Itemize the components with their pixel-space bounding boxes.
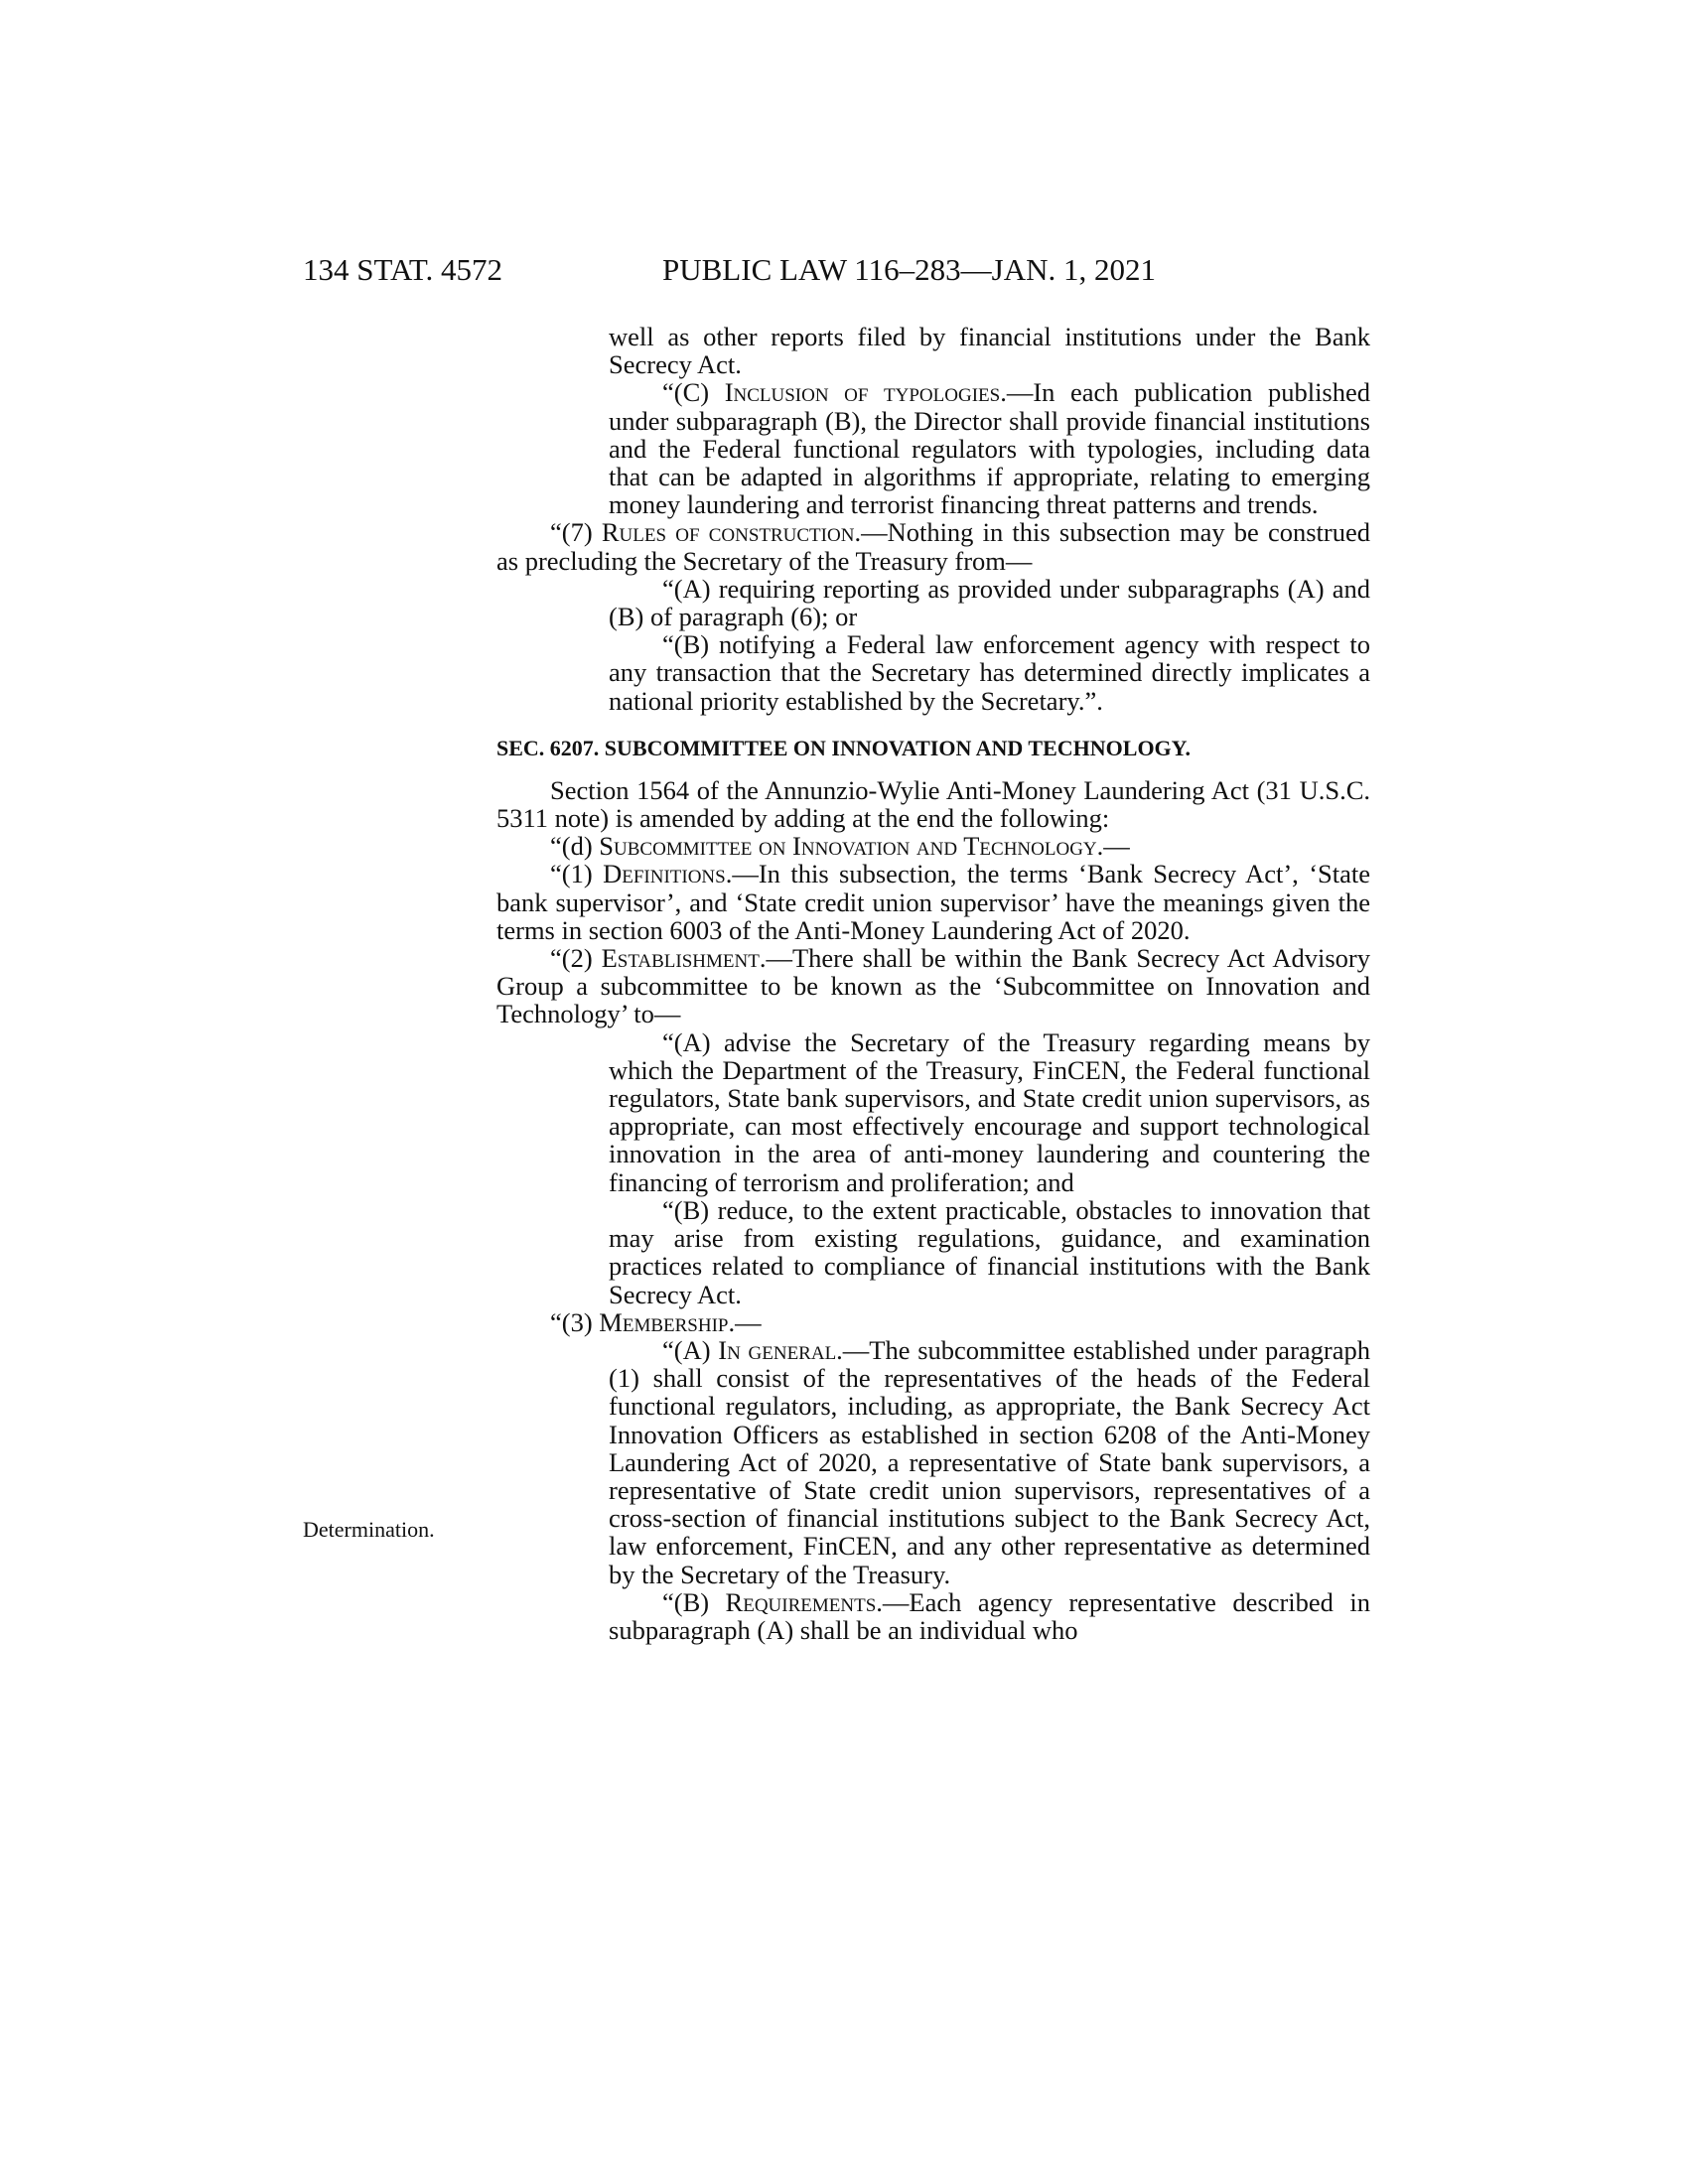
paragraph-heading: Membership xyxy=(599,1306,729,1337)
subparagraph-heading: Inclusion of typologies xyxy=(724,377,1001,408)
running-head: PUBLIC LAW 116–283—JAN. 1, 2021 xyxy=(662,252,1156,287)
subparagraph-b: “(B) Requirements.—Each agency representative described in subparagraph (A) shall be an individual who xyxy=(609,1586,1370,1645)
paragraph-heading: Definitions xyxy=(603,859,726,889)
subparagraph-heading: Requirements xyxy=(725,1586,877,1617)
subparagraph-a: “(A) requiring reporting as provided under subparagraphs (A) and (B) of paragraph (6); or xyxy=(609,573,1370,632)
paragraph-heading: Rules of construction xyxy=(601,517,855,548)
subparagraph-a: “(A) In general.—The subcommittee established under paragraph (1) shall consist of the representatives of the heads of the Federal functional regulators, including, as appropriate, the Bank Secrecy Act Innovation Officers as established in section 6208 of the Anti-Money Laundering Act of 2020, a representative of State bank supervisors, a representative of State credit union supervisors, representatives of a cross-section of financial institutions subject to the Bank Secrecy Act, law enforcement, FinCEN, and any other representative as determined by the Secretary of the Treasury. xyxy=(609,1334,1370,1589)
paragraph-2: “(2) Establishment.—There shall be within the Bank Secrecy Act Advisory Group a subcommittee to be known as the ‘Subcommittee on Innovation and Technology’ to— xyxy=(496,943,1370,1029)
paragraph-3: “(3) Membership.— xyxy=(550,1306,762,1337)
document-body xyxy=(496,323,1370,1644)
subsection-heading: Subcommittee on Innovation and Technology xyxy=(599,831,1097,862)
subparagraph-c: “(C) Inclusion of typologies.—In each publication published under subparagraph (B), the Director shall provide financial institutions and the Federal functional regulators with typologies, including data that can be adapted in algorithms if appropriate, relating to emerging money laundering and terrorist financing threat patterns and trends. xyxy=(609,377,1371,520)
subparagraph-heading: In general xyxy=(718,1334,837,1365)
statute-page-number: 134 STAT. 4572 xyxy=(303,252,503,287)
paragraph-1: “(1) Definitions.—In this subsection, the terms ‘Bank Secrecy Act’, ‘State bank supervisor’, and ‘State credit union supervisor’ have the meanings given the terms in section 6003 of the Anti-Money Laundering Act of 2020. xyxy=(496,859,1371,945)
subparagraph-a: “(A) advise the Secretary of the Treasury regarding means by which the Department of the Treasury, FinCEN, the Federal functional regulators, State bank supervisors, and State credit union supervisors, as appropriate, can most effectively encourage and support technological innovation in the area of anti-money laundering and countering the financing of terrorism and proliferation; and xyxy=(609,1026,1370,1197)
paragraph-heading: Establishment xyxy=(601,943,760,974)
paragraph-continuation: well as other reports filed by financial institutions under the Bank Secrecy Act. xyxy=(609,322,1370,380)
subparagraph-b: “(B) reduce, to the extent practicable, obstacles to innovation that may arise from existing regulations, guidance, and examination practices related to compliance of financial institutions with the Bank Secrecy Act. xyxy=(609,1194,1370,1309)
margin-note: Determination. xyxy=(303,1517,435,1542)
subparagraph-b: “(B) notifying a Federal law enforcement agency with respect to any transaction that the Secretary has determined directly implicates a national priority established by the Secretary.”. xyxy=(609,629,1370,716)
page-header xyxy=(303,250,1370,290)
section-intro: Section 1564 of the Annunzio-Wylie Anti-Money Laundering Act (31 U.S.C. 5311 note) is amended by adding at the end the following: xyxy=(496,774,1370,834)
section-heading: SEC. 6207. SUBCOMMITTEE ON INNOVATION AND TECHNOLOGY. xyxy=(496,735,1192,760)
subsection-d: “(d) Subcommittee on Innovation and Technology.— xyxy=(550,831,1130,862)
paragraph-7: “(7) Rules of construction.—Nothing in this subsection may be construed as precluding the Secretary of the Treasury from— xyxy=(496,517,1370,576)
